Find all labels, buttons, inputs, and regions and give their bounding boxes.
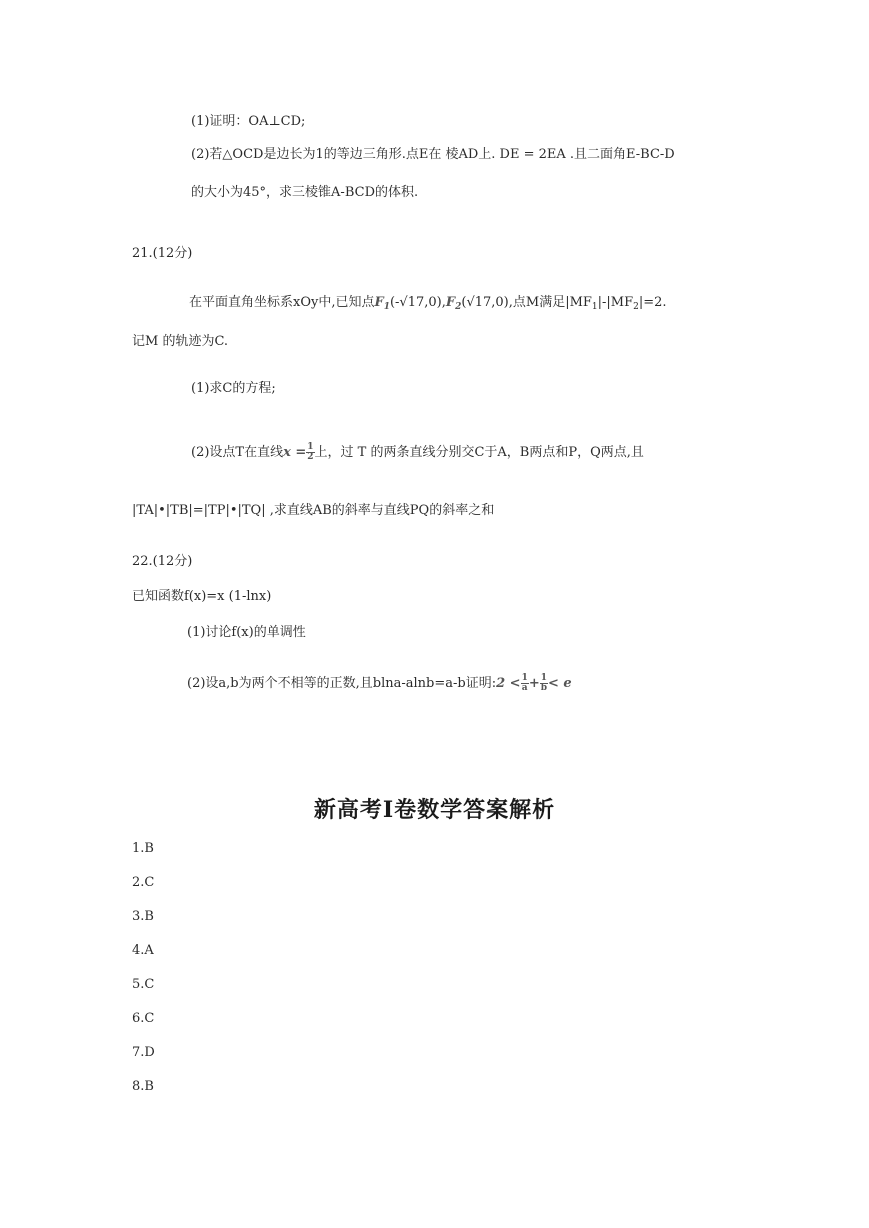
q22-part2 <box>187 674 572 693</box>
q22-intro: 已知函数f(x)=x (1-lnx) <box>132 589 272 604</box>
answers-title: 新高考Ⅰ卷数学答案解析 <box>313 797 556 823</box>
line-eq-fraction <box>306 443 314 462</box>
f2-sub: 2 <box>455 302 462 312</box>
f1-sub: 1 <box>383 302 390 312</box>
q21-intro-text-c: |-|MF <box>597 295 634 310</box>
q21-part2-text-a: (2)设点T在直线 <box>191 445 284 460</box>
line-eq-num: 1 <box>307 442 314 452</box>
frac-one-over-b <box>540 674 548 693</box>
frac-b-den: b <box>540 683 548 693</box>
f2-coord: (√17,0) <box>461 295 509 310</box>
mf1-sub: 1 <box>591 302 598 312</box>
q22-part1: (1)讨论f(x)的单调性 <box>187 625 306 640</box>
q21-intro-text-d: |=2. <box>638 295 667 310</box>
q21-part1: (1)求C的方程; <box>191 381 276 396</box>
q21-sep: , <box>441 295 446 310</box>
ineq-right: < e <box>548 676 572 691</box>
q21-intro-line2: 记M 的轨迹为C. <box>132 334 229 349</box>
answer-item: 8.B <box>132 1079 154 1094</box>
line-eq-lhs: x = <box>283 445 307 460</box>
answer-item: 1.B <box>132 841 154 856</box>
q21-intro-line1 <box>189 294 667 316</box>
answer-item: 5.C <box>132 977 155 992</box>
ineq-left: 2 < <box>496 676 521 691</box>
frac-a-den: a <box>521 683 528 693</box>
answer-item: 7.D <box>132 1045 155 1060</box>
f1-label: F <box>374 295 384 310</box>
q20-part2-line1: (2)若△OCD是边长为1的等边三角形.点E在 棱AD上. DE = 2EA .且二面角E-BC-D <box>191 147 675 162</box>
q21-intro-text-a: 在平面直角坐标系xOy中,已知点 <box>189 295 375 310</box>
f2-label: F <box>445 295 456 310</box>
q21-header: 21.(12分) <box>132 246 193 261</box>
q21-part2-text-b: 上，过 T 的两条直线分别交C于A，B两点和P，Q两点,且 <box>314 445 644 460</box>
answer-item: 3.B <box>132 909 154 924</box>
answer-item: 4.A <box>132 943 154 958</box>
frac-b-num: 1 <box>540 673 547 683</box>
plus-sign: + <box>528 676 540 691</box>
f1-coord: (-√17,0) <box>389 295 442 310</box>
answer-item: 2.C <box>132 875 155 890</box>
answer-item: 6.C <box>132 1011 155 1026</box>
mf2-sub: 2 <box>633 302 639 312</box>
q21-part2-line2: |TA|•|TB|=|TP|•|TQ| ,求直线AB的斜率与直线PQ的斜率之和 <box>132 503 495 518</box>
q20-part2-line2: 的大小为45°，求三棱锥A-BCD的体积. <box>191 185 419 200</box>
frac-a-num: 1 <box>521 673 528 683</box>
line-eq-den: 2 <box>307 452 314 462</box>
q22-header: 22.(12分) <box>132 554 193 569</box>
q21-part2-line1 <box>191 443 644 462</box>
q22-part2-text: (2)设a,b为两个不相等的正数,且blna-alnb=a-b证明: <box>187 676 497 691</box>
frac-one-over-a <box>521 674 529 693</box>
q21-intro-text-b: ,点M满足|MF <box>508 295 592 310</box>
q20-part1: (1)证明：OA⊥CD; <box>191 114 306 129</box>
